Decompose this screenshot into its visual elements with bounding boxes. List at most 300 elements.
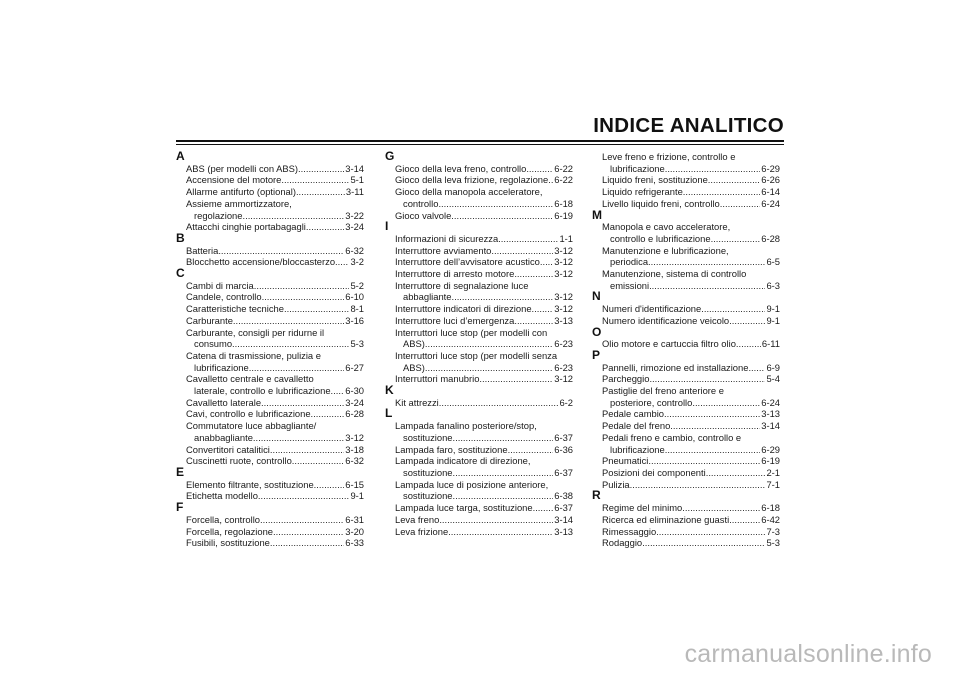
index-entry xyxy=(385,432,573,444)
dot-leader xyxy=(729,315,765,327)
index-column-1 xyxy=(176,151,364,549)
dot-leader xyxy=(649,373,765,385)
dot-leader xyxy=(648,455,760,467)
index-entry-page: 6-31 xyxy=(345,513,364,525)
index-entry-text: Lampada faro, sostituzione xyxy=(395,443,508,455)
index-entry-text: emissioni xyxy=(610,279,650,291)
dot-leader xyxy=(649,280,765,292)
dot-leader xyxy=(281,174,349,186)
index-column-2 xyxy=(385,151,573,537)
index-entry xyxy=(176,315,364,327)
index-entry xyxy=(385,467,573,479)
dot-leader xyxy=(448,526,553,538)
index-entry-page: 6-19 xyxy=(761,455,780,467)
index-entry-text: Liquido freni, sostituzione xyxy=(602,174,708,186)
index-entry-text: ABS (per modelli con ABS) xyxy=(186,162,299,174)
index-entry-line: Pastiglie del freno anteriore e xyxy=(602,385,724,397)
index-entry-page: 3-12 xyxy=(554,244,573,256)
index-entry-text: Gioco della leva freno, controllo xyxy=(395,162,527,174)
index-entry xyxy=(385,291,573,303)
index-entry-text: Batteria xyxy=(186,244,219,256)
index-entry xyxy=(176,303,364,315)
index-entry-text: Caratteristiche tecniche xyxy=(186,303,284,315)
index-entry xyxy=(385,373,573,385)
index-entry-line: Catena di trasmissione, pulizia e xyxy=(186,349,321,361)
index-entry-page: 9-1 xyxy=(766,303,780,315)
index-entry-page: 3-14 xyxy=(345,162,364,174)
index-entry xyxy=(592,408,780,420)
index-entry-text: Attacchi cinghie portabagagli xyxy=(186,221,306,233)
index-entry-text: Pedale cambio xyxy=(602,408,665,420)
index-entry-page: 3-18 xyxy=(345,443,364,455)
index-entry-page: 3-13 xyxy=(554,525,573,537)
index-entry-text: Cambi di marcia xyxy=(186,279,254,291)
dot-leader xyxy=(253,432,344,444)
index-entry-page: 6-3 xyxy=(766,279,780,291)
index-entry-page: 6-32 xyxy=(345,455,364,467)
index-entry-page: 7-3 xyxy=(766,525,780,537)
dot-leader xyxy=(453,490,554,502)
index-entry-text: Candele, controllo xyxy=(186,291,262,303)
index-entry-text: Gioco valvole xyxy=(395,209,452,221)
index-entry xyxy=(176,338,364,350)
index-entry-text: Numeri d'identificazione xyxy=(602,303,702,315)
index-entry-text: Pulizia xyxy=(602,478,630,490)
index-entry xyxy=(385,163,573,175)
index-entry-page: 6-33 xyxy=(345,537,364,549)
dot-leader xyxy=(514,315,553,327)
index-entry xyxy=(176,432,364,444)
index-entry-text: anabbagliante xyxy=(194,431,253,443)
index-letter-heading: B xyxy=(176,230,185,245)
index-letter-heading: O xyxy=(592,324,602,339)
index-letter-heading: C xyxy=(176,266,185,281)
index-letter-heading: N xyxy=(592,289,601,304)
index-entry-text: Kit attrezzi xyxy=(395,396,439,408)
index-entry-page: 3-22 xyxy=(345,209,364,221)
index-entry-page: 3-12 xyxy=(554,373,573,385)
index-entry xyxy=(385,233,573,245)
index-entry-text: Cavalletto laterale xyxy=(186,396,262,408)
index-entry xyxy=(385,303,573,315)
index-entry-text: Fusibili, sostituzione xyxy=(186,537,270,549)
index-entry-page: 6-24 xyxy=(761,396,780,408)
dot-leader xyxy=(258,490,350,502)
index-entry-page: 5-3 xyxy=(350,338,364,350)
index-entry xyxy=(592,444,780,456)
index-entry xyxy=(176,479,364,491)
index-entry-text: abbagliante xyxy=(403,291,452,303)
index-entry-text: Interruttore indicatori di direzione xyxy=(395,303,532,315)
dot-leader xyxy=(425,338,553,350)
index-entry-text: sostituzione xyxy=(403,431,453,443)
dot-leader xyxy=(331,385,345,397)
dot-leader xyxy=(296,186,345,198)
index-entry-page: 5-2 xyxy=(350,279,364,291)
index-entry-page: 6-2 xyxy=(559,396,573,408)
index-entry xyxy=(176,221,364,233)
dot-leader xyxy=(273,526,344,538)
index-entry-line: Manopola e cavo acceleratore, xyxy=(602,221,731,233)
index-entry-text: Convertitori catalitici xyxy=(186,443,270,455)
index-entry xyxy=(592,233,780,245)
index-entry-text: lubrificazione xyxy=(610,443,665,455)
index-entry-page: 3-14 xyxy=(554,513,573,525)
dot-leader xyxy=(736,338,761,350)
dot-leader xyxy=(701,303,765,315)
index-entry-text: Posizioni dei componenti xyxy=(602,466,706,478)
index-entry xyxy=(176,174,364,186)
index-entry-text: Allarme antifurto (optional) xyxy=(186,186,296,198)
index-entry xyxy=(176,397,364,409)
dot-leader xyxy=(439,514,553,526)
dot-leader xyxy=(526,163,553,175)
index-entry-page: 3-12 xyxy=(554,268,573,280)
index-entry-page: 3-12 xyxy=(554,291,573,303)
index-entry xyxy=(592,303,780,315)
dot-leader xyxy=(311,408,345,420)
index-entry xyxy=(385,256,573,268)
dot-leader xyxy=(491,245,553,257)
index-entry-page: 6-42 xyxy=(761,513,780,525)
index-entry-line: Manutenzione, sistema di controllo xyxy=(602,268,747,280)
index-letter-heading: G xyxy=(385,149,395,163)
dot-leader xyxy=(425,362,553,374)
index-entry-text: Elemento filtrante, sostituzione xyxy=(186,478,314,490)
dot-leader xyxy=(514,268,553,280)
index-entry xyxy=(592,280,780,292)
index-entry-text: Interruttore luci d’emergenza xyxy=(395,314,515,326)
index-entry-page: 6-22 xyxy=(554,162,573,174)
index-entry-page: 6-30 xyxy=(345,385,364,397)
dot-leader xyxy=(708,174,760,186)
index-entry-page: 6-10 xyxy=(345,291,364,303)
index-entry-line: Lampada luce di posizione anteriore, xyxy=(395,478,549,490)
index-entry xyxy=(385,502,573,514)
index-entry-text: Livello liquido freni, controllo xyxy=(602,197,720,209)
index-entry-text: Parcheggio xyxy=(602,373,650,385)
dot-leader xyxy=(335,256,349,268)
index-entry-page: 3-13 xyxy=(554,314,573,326)
index-entry-text: Accensione del motore xyxy=(186,174,282,186)
dot-leader xyxy=(670,420,760,432)
dot-leader xyxy=(682,502,760,514)
dot-leader xyxy=(233,315,344,327)
index-letter-heading: A xyxy=(176,149,185,163)
dot-leader xyxy=(720,198,760,210)
index-entry-text: Ricerca ed eliminazione guasti xyxy=(602,513,730,525)
index-entry-page: 6-23 xyxy=(554,361,573,373)
watermark: carmanualsonline.info xyxy=(684,640,932,668)
dot-leader xyxy=(451,210,553,222)
index-entry xyxy=(592,198,780,210)
index-entry-text: Interruttore di arresto motore xyxy=(395,268,515,280)
index-entry-page: 6-36 xyxy=(554,443,573,455)
index-entry-line: Pedali freno e cambio, controllo e xyxy=(602,431,742,443)
dot-leader xyxy=(630,479,766,491)
dot-leader xyxy=(533,502,554,514)
index-entry-page: 6-29 xyxy=(761,162,780,174)
index-entry-text: Rimessaggio xyxy=(602,525,657,537)
index-entry xyxy=(592,338,780,350)
index-entry-page: 6-27 xyxy=(345,361,364,373)
index-entry-text: Cavi, controllo e lubrificazione xyxy=(186,408,311,420)
dot-leader xyxy=(706,467,766,479)
index-entry-line: Interruttori luce stop (per modelli senza xyxy=(395,349,558,361)
index-entry-text: sostituzione xyxy=(403,490,453,502)
index-entry-page: 9-1 xyxy=(766,314,780,326)
index-entry-text: Forcella, controllo xyxy=(186,513,260,525)
index-entry-page: 3-24 xyxy=(345,396,364,408)
index-entry-text: lubrificazione xyxy=(194,361,249,373)
index-entry xyxy=(385,338,573,350)
index-entry-page: 3-11 xyxy=(345,186,364,198)
index-entry-text: Olio motore e cartuccia filtro olio xyxy=(602,338,736,350)
index-entry xyxy=(592,315,780,327)
index-entry-text: Interruttore avviamento xyxy=(395,244,492,256)
index-entry-page: 6-15 xyxy=(345,478,364,490)
index-entry-page: 6-22 xyxy=(554,174,573,186)
index-entry-text: controllo e lubrificazione xyxy=(610,232,711,244)
index-entry-page: 3-24 xyxy=(345,221,364,233)
index-entry xyxy=(385,526,573,538)
index-entry-page: 6-19 xyxy=(554,209,573,221)
index-entry-text: Pneumatici xyxy=(602,455,649,467)
index-letter-heading: P xyxy=(592,347,601,362)
index-entry-page: 6-28 xyxy=(345,408,364,420)
index-entry xyxy=(592,186,780,198)
index-entry xyxy=(592,526,780,538)
index-entry-text: sostituzione xyxy=(403,466,453,478)
dot-leader xyxy=(453,467,554,479)
index-entry xyxy=(385,315,573,327)
index-entry-text: Pannelli, rimozione ed installazione xyxy=(602,361,749,373)
index-entry xyxy=(385,174,573,186)
index-entry-page: 6-11 xyxy=(761,338,780,350)
index-entry-text: Pedale del freno xyxy=(602,420,671,432)
index-entry-text: Interruttori manubrio xyxy=(395,373,480,385)
index-entry-text: ABS) xyxy=(403,361,425,373)
index-entry-text: Gioco della leva frizione, regolazione xyxy=(395,174,549,186)
index-letter-heading: F xyxy=(176,500,184,515)
index-entry xyxy=(176,210,364,222)
index-entry xyxy=(592,479,780,491)
index-entry-line: Lampada indicatore di direzione, xyxy=(395,455,531,467)
index-entry-page: 6-32 xyxy=(345,244,364,256)
index-letter-heading: R xyxy=(592,488,601,503)
index-entry-page: 6-37 xyxy=(554,466,573,478)
index-entry-line: Interruttore di segnalazione luce xyxy=(395,279,529,291)
index-entry xyxy=(592,455,780,467)
index-entry xyxy=(385,362,573,374)
index-entry-text: periodica xyxy=(610,256,649,268)
index-entry-page: 3-16 xyxy=(345,314,364,326)
dot-leader xyxy=(532,303,554,315)
dot-leader xyxy=(642,537,765,549)
index-entry xyxy=(592,256,780,268)
index-entry-page: 3-2 xyxy=(350,256,364,268)
index-entry-page: 7-1 xyxy=(766,478,780,490)
index-entry-page: 6-28 xyxy=(761,232,780,244)
index-entry-line: Interruttori luce stop (per modelli con xyxy=(395,326,548,338)
index-column-3 xyxy=(592,151,780,549)
index-entry xyxy=(385,210,573,222)
dot-leader xyxy=(683,186,760,198)
index-entry xyxy=(592,163,780,175)
index-entry xyxy=(176,537,364,549)
dot-leader xyxy=(284,303,349,315)
index-entry-page: 6-37 xyxy=(554,431,573,443)
dot-leader xyxy=(232,338,349,350)
dot-leader xyxy=(498,233,558,245)
index-entry xyxy=(385,397,573,409)
dot-leader xyxy=(261,397,344,409)
index-entry xyxy=(592,362,780,374)
index-entry-page: 1-1 xyxy=(559,232,573,244)
index-entry xyxy=(176,490,364,502)
index-entry-page: 2-1 xyxy=(766,466,780,478)
index-entry xyxy=(176,280,364,292)
index-entry-page: 5-4 xyxy=(766,373,780,385)
index-entry xyxy=(385,245,573,257)
index-entry xyxy=(385,268,573,280)
title-rule-thin xyxy=(176,144,784,145)
index-entry-page: 9-1 xyxy=(350,490,364,502)
index-entry xyxy=(592,514,780,526)
index-entry-line: Commutatore luce abbagliante/ xyxy=(186,420,317,432)
index-entry-text: Lampada luce targa, sostituzione xyxy=(395,502,533,514)
index-entry-page: 6-23 xyxy=(554,338,573,350)
dot-leader xyxy=(270,444,344,456)
index-entry xyxy=(592,467,780,479)
dot-leader xyxy=(260,514,344,526)
index-entry-page: 6-9 xyxy=(766,361,780,373)
dot-leader xyxy=(270,537,344,549)
page-title: INDICE ANALITICO xyxy=(593,114,784,137)
index-entry-page: 6-5 xyxy=(766,256,780,268)
index-entry-text: Leva frizione xyxy=(395,525,449,537)
dot-leader xyxy=(451,291,553,303)
index-entry-page: 6-37 xyxy=(554,502,573,514)
index-entry-line: Cavalletto centrale e cavalletto xyxy=(186,373,314,385)
index-entry xyxy=(385,514,573,526)
index-entry-page: 3-12 xyxy=(554,256,573,268)
index-entry-page: 8-1 xyxy=(350,303,364,315)
index-entry-text: Leva freno xyxy=(395,513,440,525)
index-entry xyxy=(592,373,780,385)
dot-leader xyxy=(453,432,554,444)
dot-leader xyxy=(665,163,761,175)
dot-leader xyxy=(748,362,765,374)
index-entry-page: 5-3 xyxy=(766,537,780,549)
index-letter-heading: L xyxy=(385,406,393,421)
index-letter-heading: K xyxy=(385,383,394,398)
index-entry-line: Leve freno e frizione, controllo e xyxy=(602,151,736,162)
dot-leader xyxy=(242,210,344,222)
index-entry xyxy=(592,397,780,409)
index-entry-text: posteriore, controllo xyxy=(610,396,693,408)
index-letter-heading: M xyxy=(592,207,602,222)
dot-leader xyxy=(711,233,761,245)
index-entry-text: lubrificazione xyxy=(610,162,665,174)
index-entry-line: Assieme ammortizzatore, xyxy=(186,197,292,209)
index-entry xyxy=(176,163,364,175)
title-rule-thick xyxy=(176,140,784,142)
index-entry-text: Numero identificazione veicolo xyxy=(602,314,730,326)
index-entry-text: Forcella, regolazione xyxy=(186,525,274,537)
index-entry-page: 6-29 xyxy=(761,443,780,455)
index-entry-page: 5-1 xyxy=(350,174,364,186)
dot-leader xyxy=(508,444,554,456)
dot-leader xyxy=(218,245,344,257)
index-entry-text: controllo xyxy=(403,197,439,209)
index-entry-page: 3-13 xyxy=(761,408,780,420)
index-entry-text: Etichetta modello xyxy=(186,490,258,502)
dot-leader xyxy=(479,373,553,385)
index-entry xyxy=(592,537,780,549)
dot-leader xyxy=(692,397,760,409)
index-entry-page: 6-18 xyxy=(554,197,573,209)
index-entry-page: 3-14 xyxy=(761,420,780,432)
index-entry-page: 3-20 xyxy=(345,525,364,537)
index-entry-text: Interruttore dell’avvisatore acustico xyxy=(395,256,540,268)
index-entry xyxy=(176,186,364,198)
index-entry-line: Carburante, consigli per ridurne il xyxy=(186,326,325,338)
index-entry xyxy=(176,385,364,397)
index-entry xyxy=(176,455,364,467)
index-entry xyxy=(385,198,573,210)
index-entry-text: laterale, controllo e lubrificazione xyxy=(194,385,331,397)
index-entry-page: 6-24 xyxy=(761,197,780,209)
dot-leader xyxy=(665,444,761,456)
index-entry xyxy=(176,444,364,456)
index-entry-text: Liquido refrigerante xyxy=(602,186,683,198)
dot-leader xyxy=(656,526,765,538)
dot-leader xyxy=(262,291,345,303)
index-entry-text: Rodaggio xyxy=(602,537,643,549)
dot-leader xyxy=(438,198,553,210)
index-entry-text: Informazioni di sicurezza xyxy=(395,232,499,244)
index-entry-text: Carburante xyxy=(186,314,233,326)
dot-leader xyxy=(729,514,760,526)
index-entry xyxy=(592,502,780,514)
index-entry-line: Manutenzione e lubrificazione, xyxy=(602,244,729,256)
index-entry xyxy=(176,256,364,268)
index-entry-line: Gioco della manopola acceleratore, xyxy=(395,186,543,198)
index-entry-page: 6-38 xyxy=(554,490,573,502)
index-entry-page: 3-12 xyxy=(345,431,364,443)
dot-leader xyxy=(439,397,559,409)
index-entry-line: Lampada fanalino posteriore/stop, xyxy=(395,420,537,432)
index-entry xyxy=(592,174,780,186)
index-entry xyxy=(176,514,364,526)
index-entry-text: Cuscinetti ruote, controllo xyxy=(186,455,292,467)
dot-leader xyxy=(298,163,344,175)
index-entry-page: 3-12 xyxy=(554,303,573,315)
index-entry-text: ABS) xyxy=(403,338,425,350)
dot-leader xyxy=(664,408,760,420)
dot-leader xyxy=(249,362,345,374)
index-entry xyxy=(176,362,364,374)
index-entry-text: Blocchetto accensione/bloccasterzo xyxy=(186,256,336,268)
index-entry-page: 6-14 xyxy=(761,186,780,198)
dot-leader xyxy=(314,479,345,491)
index-letter-heading: E xyxy=(176,464,185,479)
index-entry xyxy=(176,291,364,303)
index-entry-text: regolazione xyxy=(194,209,243,221)
index-entry xyxy=(176,526,364,538)
dot-leader xyxy=(306,221,344,233)
